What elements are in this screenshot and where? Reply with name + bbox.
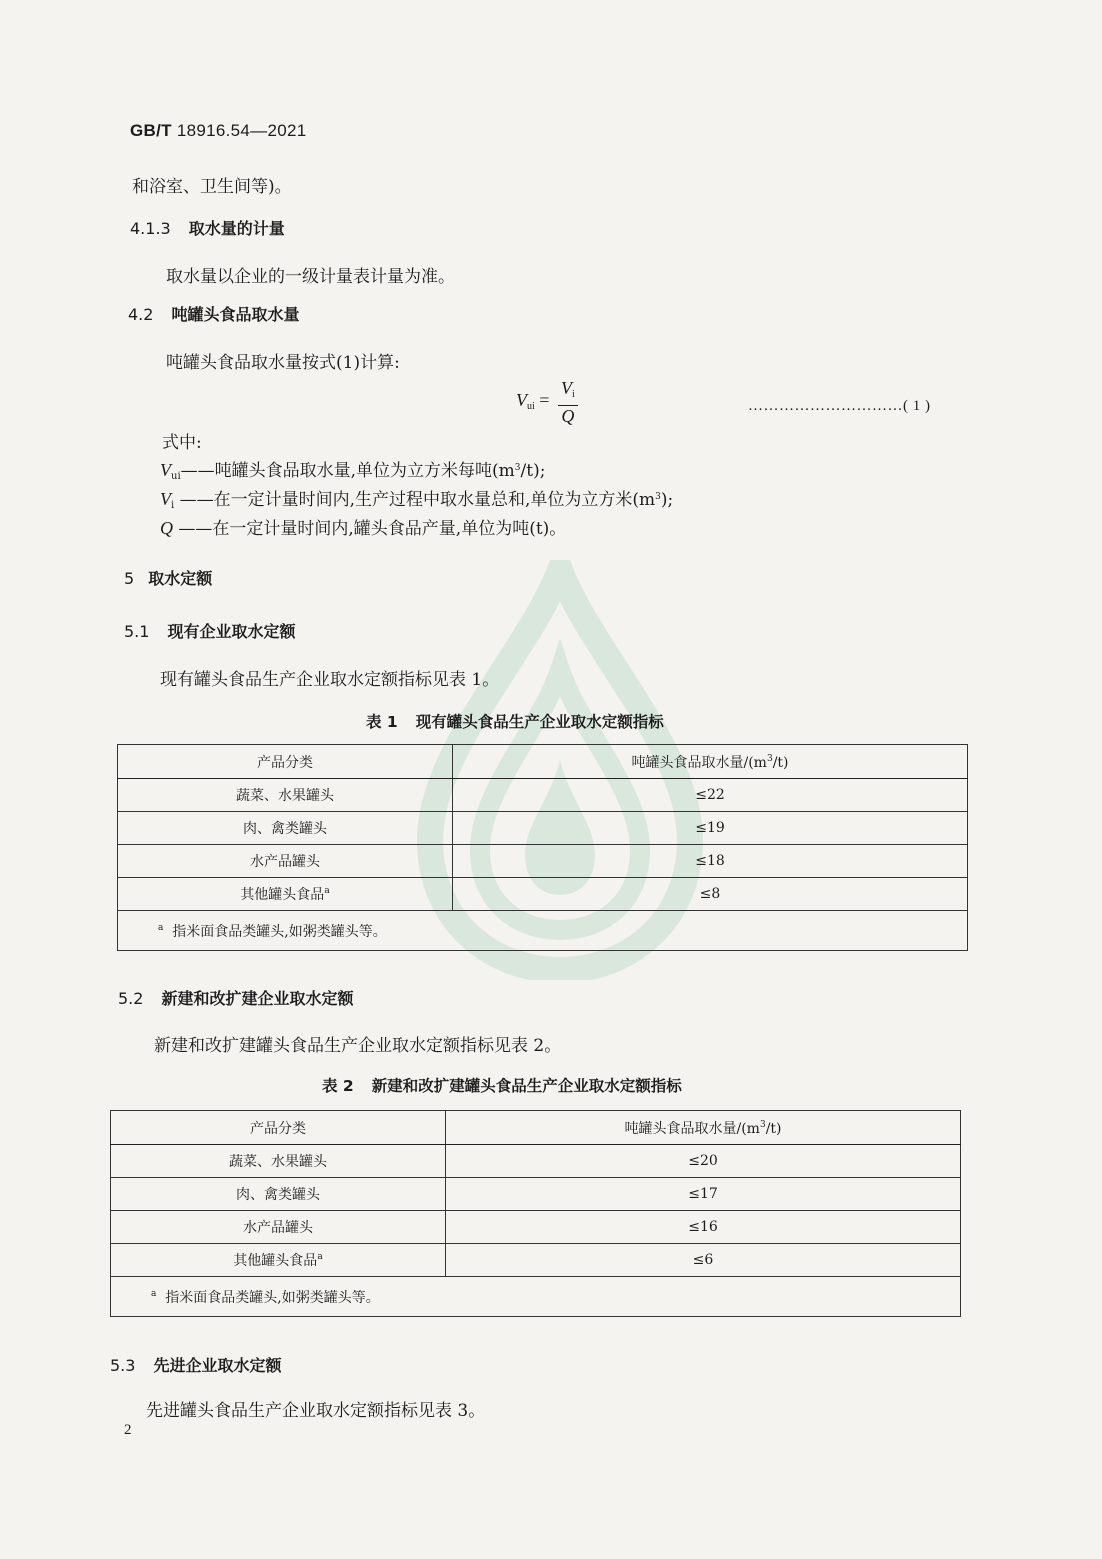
paragraph-4-2: 吨罐头食品取水量按式(1)计算:: [166, 353, 400, 373]
table-row: [111, 1244, 961, 1277]
heading-5: [124, 566, 212, 589]
standard-number: [130, 121, 306, 141]
value-cell: ≤16: [446, 1211, 961, 1244]
value-cell: ≤19: [453, 812, 968, 845]
formula-numerator: $V_i$: [558, 378, 578, 406]
table-row: [111, 1211, 961, 1244]
category-cell: 其他罐头食品$^a$: [118, 878, 453, 911]
value-cell: ≤17: [446, 1178, 961, 1211]
table-1: [117, 744, 968, 951]
intro-line: 和浴室、卫生间等)。: [132, 177, 292, 197]
heading-title: 吨罐头食品取水量: [171, 305, 300, 324]
category-cell: 水产品罐头: [118, 845, 453, 878]
table-1-caption: [366, 710, 664, 732]
table-note-row: [111, 1277, 961, 1317]
table-row: [118, 845, 968, 878]
heading-4-1-3: [130, 216, 285, 239]
heading-title: 现有企业取水定额: [167, 622, 296, 641]
paragraph-4-1-3: 取水量以企业的一级计量表计量为准。: [166, 267, 455, 287]
table-header-category: 产品分类: [111, 1111, 446, 1145]
value-cell: ≤22: [453, 779, 968, 812]
category-cell: 水产品罐头: [111, 1211, 446, 1244]
category-cell: 肉、禽类罐头: [111, 1178, 446, 1211]
standard-prefix: GB/T: [130, 121, 172, 140]
formula-1: [516, 378, 578, 426]
where-item-q: Q ——在一定计量时间内,罐头食品产量,单位为吨(t)。: [160, 518, 567, 539]
value-cell: ≤6: [446, 1244, 961, 1277]
where-item-vui: $V_{ui}——$吨罐头食品取水量,单位为立方米每吨$(m^3/t)$;: [160, 460, 546, 482]
caption-number: 表 1: [366, 713, 398, 731]
caption-number: 表 2: [322, 1077, 354, 1095]
heading-4-2: [128, 302, 299, 325]
heading-5-3: [110, 1353, 281, 1376]
formula-lhs: $V_{ui}$: [516, 390, 535, 413]
table-row: [111, 1145, 961, 1178]
table-footnote: $^a$ 指米面食品类罐头,如粥类罐头等。: [111, 1277, 961, 1317]
where-label: 式中:: [162, 433, 202, 453]
heading-title: 取水量的计量: [188, 219, 285, 238]
heading-number: 5.2: [118, 989, 144, 1008]
heading-number: 4.1.3: [130, 219, 171, 238]
table-2-caption: [322, 1074, 682, 1096]
table-row: [111, 1178, 961, 1211]
heading-number: 4.2: [128, 305, 154, 324]
table-row: [118, 812, 968, 845]
formula-fraction: [558, 378, 578, 426]
table-note-row: [118, 911, 968, 951]
footnote-mark: a: [324, 886, 330, 896]
formula-denominator: Q: [561, 406, 575, 426]
heading-number: 5: [124, 569, 135, 588]
paragraph-5-3: 先进罐头食品生产企业取水定额指标见表 3。: [146, 1401, 486, 1421]
footnote-mark: a: [317, 1252, 323, 1262]
table-header-category: 产品分类: [118, 745, 453, 779]
heading-5-1: [124, 619, 295, 642]
category-cell: 其他罐头食品$^a$: [111, 1244, 446, 1277]
formula-leader-dots: …………………………( 1 ): [748, 398, 931, 414]
caption-title: 新建和改扩建罐头食品生产企业取水定额指标: [371, 1077, 682, 1095]
formula-label: ( 1 ): [903, 398, 931, 414]
heading-title: 新建和改扩建企业取水定额: [161, 989, 354, 1008]
category-cell: 肉、禽类罐头: [118, 812, 453, 845]
table-2: [110, 1110, 961, 1317]
table-row: [118, 878, 968, 911]
where-item-vi: $V_i$ ——在一定计量时间内,生产过程中取水量总和,单位为立方米$(m^3)$;: [160, 489, 674, 511]
caption-title: 现有罐头食品生产企业取水定额指标: [415, 713, 664, 731]
table-footnote: $^a$ 指米面食品类罐头,如粥类罐头等。: [118, 911, 968, 951]
table-row: [118, 779, 968, 812]
heading-number: 5.1: [124, 622, 150, 641]
heading-5-2: [118, 986, 353, 1009]
heading-title: 先进企业取水定额: [153, 1356, 282, 1375]
value-cell: ≤18: [453, 845, 968, 878]
page-number: 2: [124, 1422, 132, 1438]
paragraph-5-2: 新建和改扩建罐头食品生产企业取水定额指标见表 2。: [154, 1036, 562, 1056]
standard-code: 18916.54—2021: [176, 121, 307, 140]
table-header-water-intake: 吨罐头食品取水量$/(m^3/t)$: [453, 745, 968, 779]
category-cell: 蔬菜、水果罐头: [111, 1145, 446, 1178]
heading-number: 5.3: [110, 1356, 136, 1375]
value-cell: ≤8: [453, 878, 968, 911]
formula-equals: =: [539, 390, 550, 411]
table-header-water-intake: 吨罐头食品取水量$/(m^3/t)$: [446, 1111, 961, 1145]
category-cell: 蔬菜、水果罐头: [118, 779, 453, 812]
heading-title: 取水定额: [148, 569, 213, 588]
paragraph-5-1: 现有罐头食品生产企业取水定额指标见表 1。: [160, 670, 500, 690]
value-cell: ≤20: [446, 1145, 961, 1178]
